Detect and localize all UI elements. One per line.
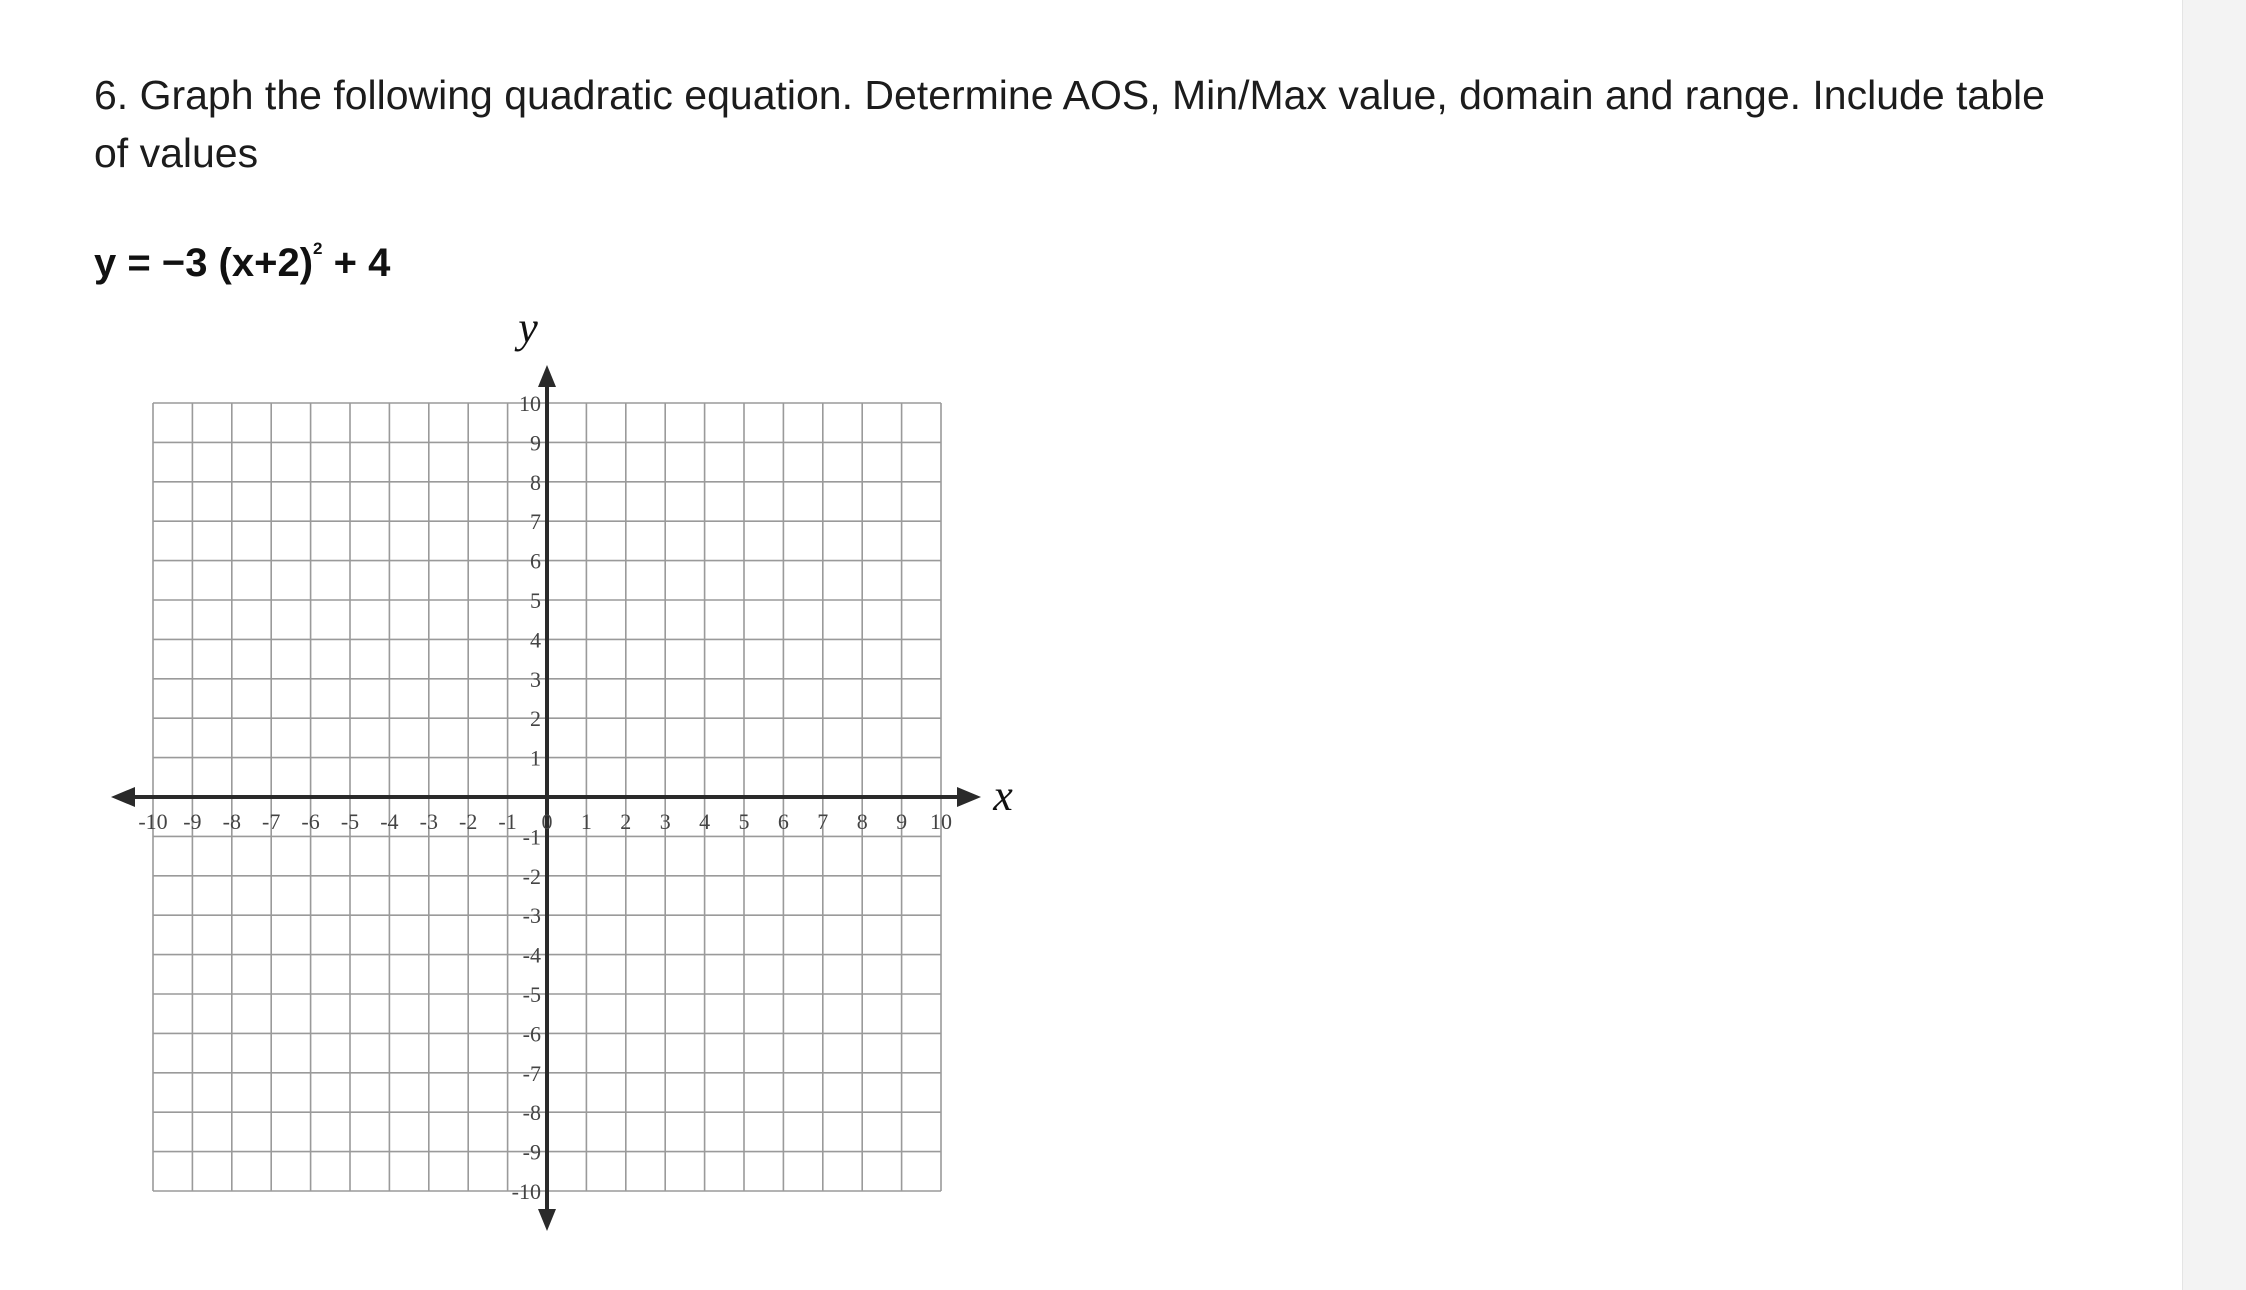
y-tick-label: 4 <box>530 627 541 653</box>
x-tick-label: 4 <box>699 809 711 834</box>
equation-exponent: 2 <box>313 239 323 258</box>
x-tick-label: 7 <box>817 809 829 834</box>
axes <box>111 365 981 1231</box>
y-tick-label: -4 <box>522 942 541 968</box>
y-axis-title: y <box>518 303 538 352</box>
x-tick-label: -2 <box>459 809 478 834</box>
x-tick-labels <box>138 809 952 834</box>
equation-main: y = −3 (x+2) <box>94 241 314 285</box>
x-tick-label: 2 <box>620 809 632 834</box>
y-tick-label: -9 <box>522 1139 541 1165</box>
y-tick-label: -10 <box>511 1179 541 1204</box>
coordinate-grid <box>110 300 1030 1240</box>
y-tick-label: -1 <box>522 824 541 850</box>
y-axis-bottom-arrow <box>538 1209 556 1231</box>
y-tick-label: 10 <box>519 391 541 416</box>
x-tick-label: 6 <box>777 809 789 834</box>
x-tick-label: 1 <box>580 809 592 834</box>
x-tick-label: -7 <box>262 809 281 834</box>
y-tick-label: 8 <box>530 469 541 495</box>
y-tick-label: 1 <box>530 745 541 771</box>
x-tick-label: -3 <box>419 809 438 834</box>
x-tick-label: 9 <box>896 809 908 834</box>
x-axis-left-arrow <box>111 787 135 807</box>
y-tick-label: 7 <box>530 509 541 535</box>
x-tick-label: 10 <box>930 809 952 834</box>
right-gutter <box>2182 0 2246 1290</box>
x-tick-label: -9 <box>183 809 202 834</box>
x-tick-label: -8 <box>222 809 241 834</box>
y-tick-label: 6 <box>530 548 541 574</box>
y-tick-label: -3 <box>522 903 541 929</box>
x-tick-label: -1 <box>498 809 517 834</box>
y-tick-label: -8 <box>522 1100 541 1126</box>
x-axis-right-arrow <box>957 787 981 807</box>
y-tick-label: 9 <box>530 430 541 456</box>
y-tick-label: 5 <box>530 588 541 613</box>
y-tick-label: -6 <box>522 1021 541 1047</box>
x-tick-label: 3 <box>659 809 671 834</box>
y-tick-label: 3 <box>530 666 541 692</box>
x-axis-title: x <box>993 771 1013 820</box>
y-tick-label: 2 <box>530 706 541 732</box>
question-text: 6. Graph the following quadratic equation. Determine AOS, Min/Max value, domain and range. Include table of values <box>94 72 2045 176</box>
equation-constant: + 4 <box>322 241 391 285</box>
y-tick-label: -2 <box>522 863 541 889</box>
x-tick-label: -10 <box>138 809 168 834</box>
y-tick-label: -7 <box>522 1060 541 1086</box>
x-tick-label: -4 <box>380 809 399 834</box>
x-tick-label: -5 <box>340 809 360 834</box>
x-tick-label: 5 <box>738 809 750 834</box>
equation <box>94 222 390 290</box>
x-tick-label: 0 <box>541 809 553 834</box>
y-tick-label: -5 <box>522 982 541 1007</box>
x-tick-label: 8 <box>856 809 868 834</box>
y-axis-top-arrow <box>538 365 556 387</box>
x-tick-label: -6 <box>301 809 320 834</box>
